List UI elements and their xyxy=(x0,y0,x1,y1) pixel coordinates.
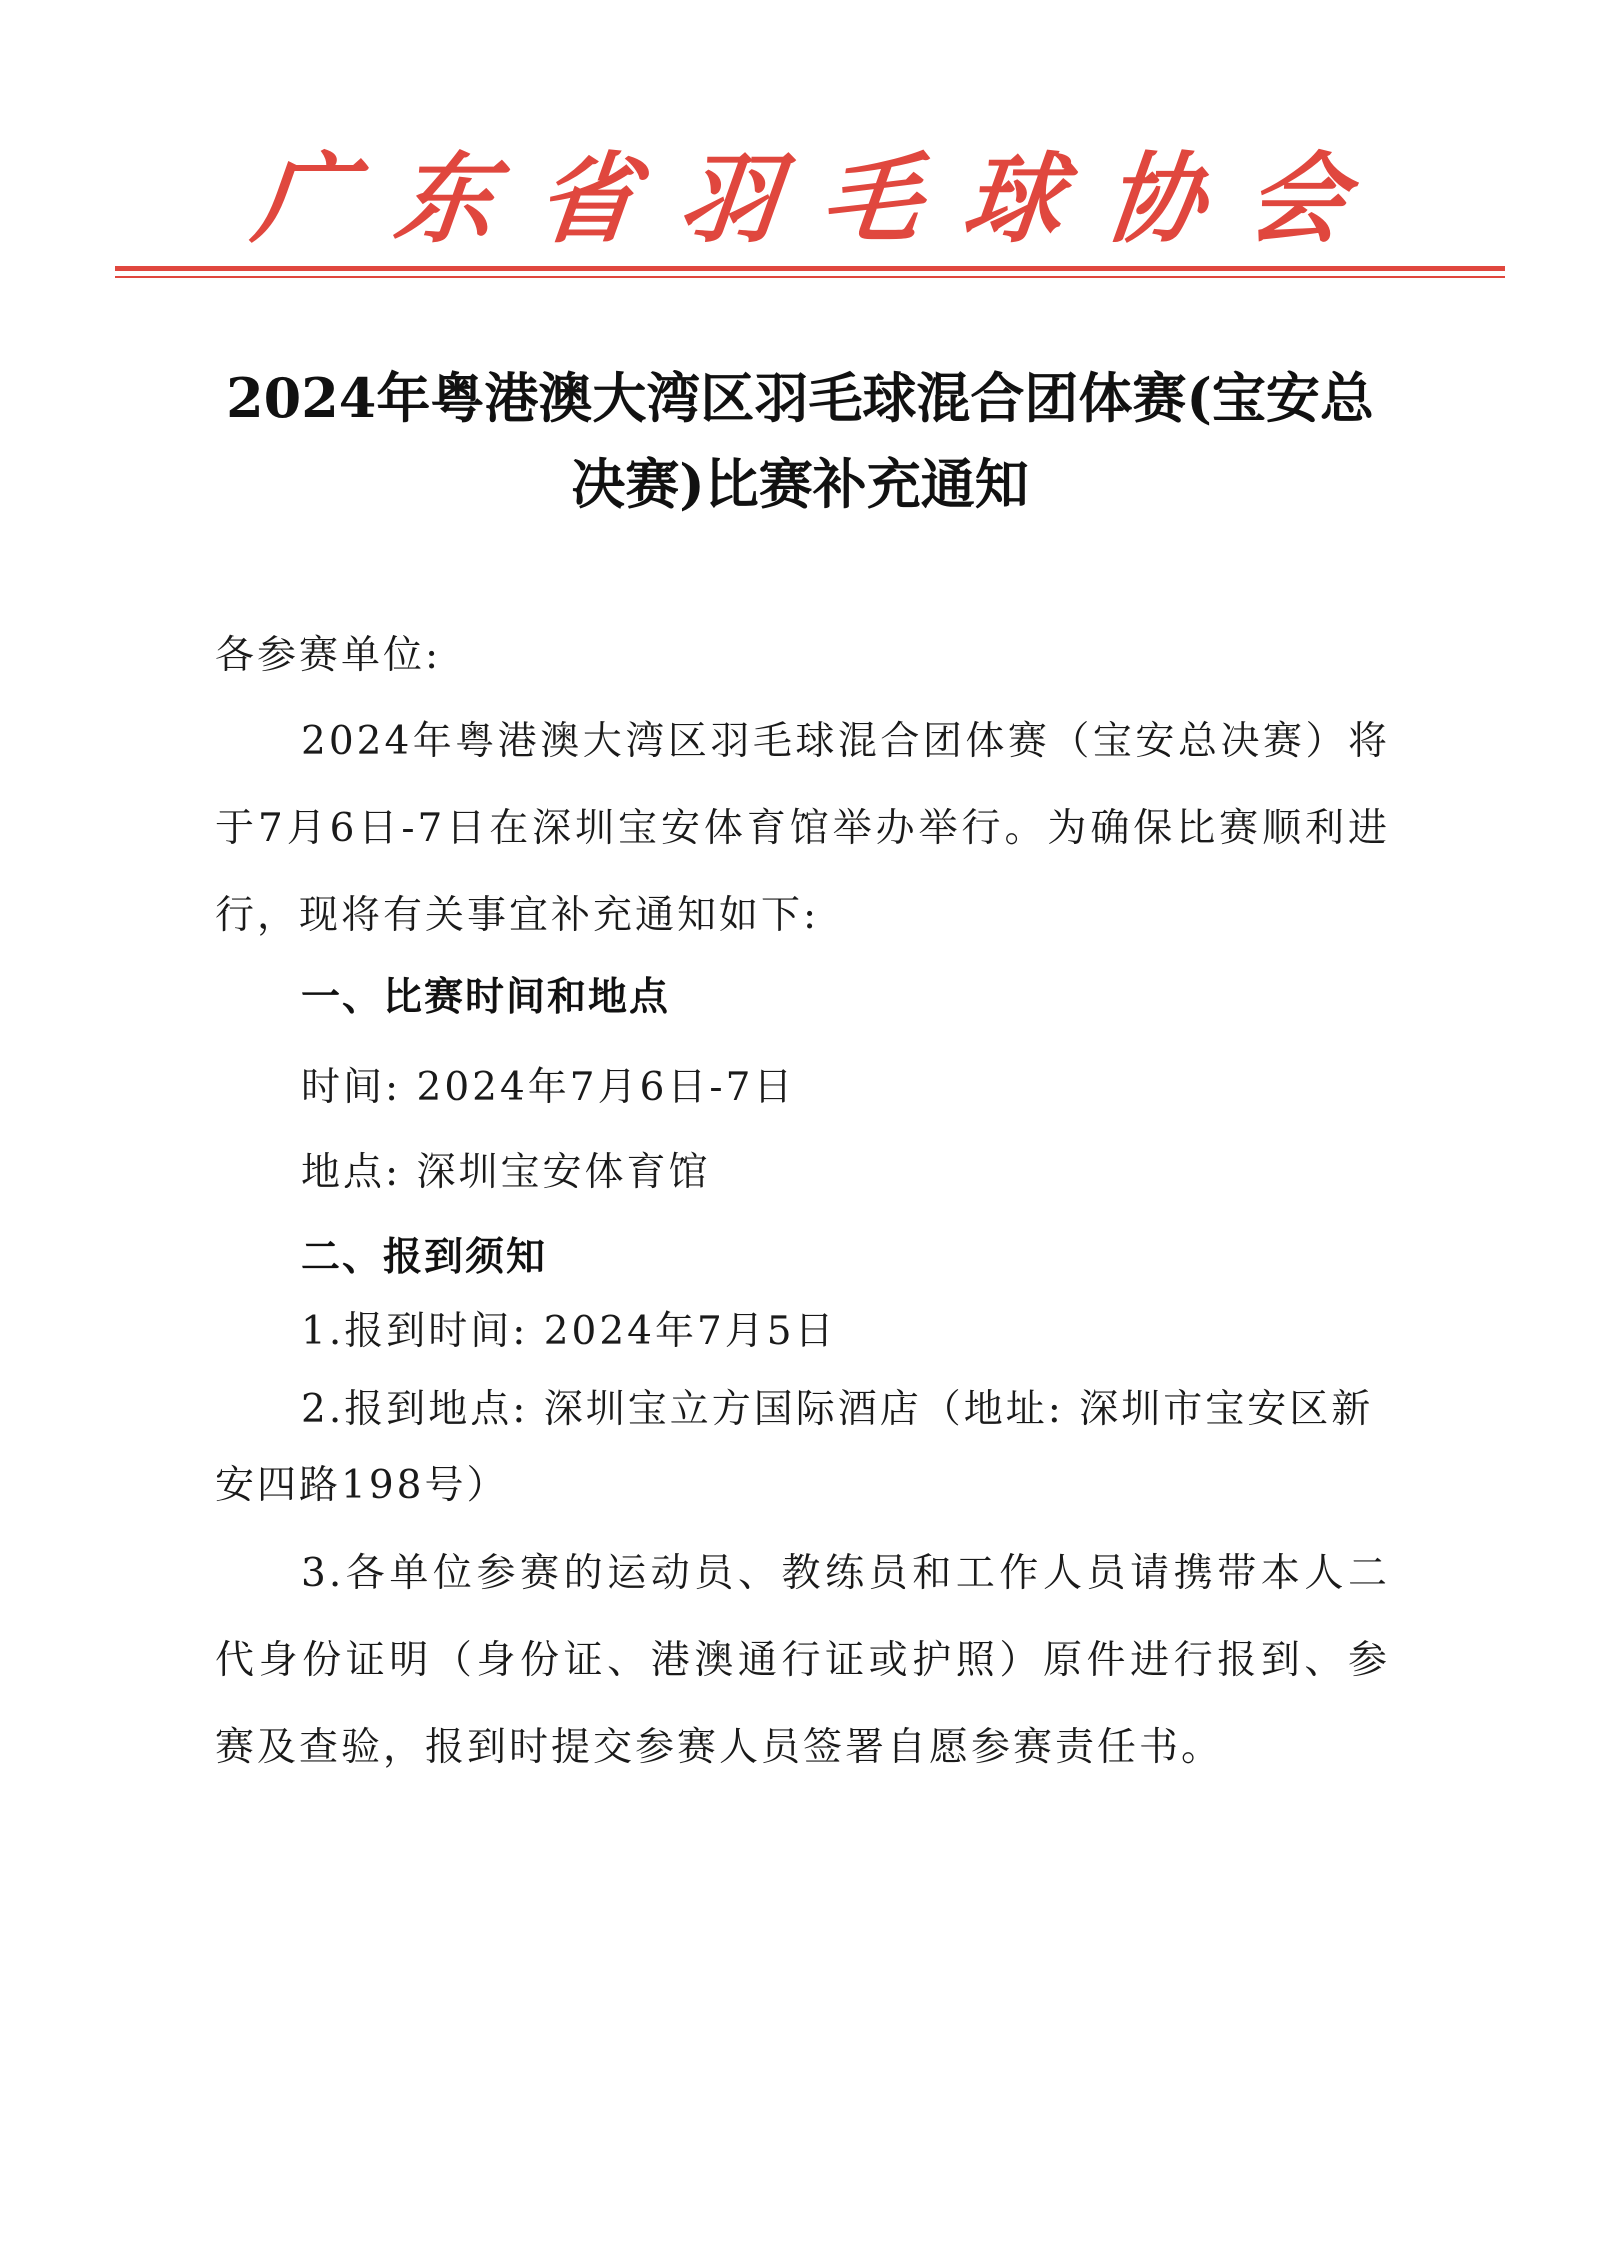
letterhead-rule-thick xyxy=(115,266,1505,271)
event-time: 时间: 2024年7月6日-7日 xyxy=(301,1065,796,1110)
salutation: 各参赛单位: xyxy=(215,633,442,678)
letterhead-rule-thin xyxy=(115,276,1505,278)
section-heading-registration: 二、报到须知 xyxy=(301,1235,548,1280)
section-heading-time-place: 一、比赛时间和地点 xyxy=(301,975,671,1020)
organization-name: 广东省羽毛球协会 xyxy=(247,143,1396,257)
intro-paragraph: 2024年粤港澳大湾区羽毛球混合团体赛（宝安总决赛）将于7月6日-7日在深圳宝安体育馆举办举行。为确保比赛顺利进行，现将有关事宜补充通知如下: xyxy=(215,719,1390,938)
letterhead xyxy=(0,130,1600,270)
document-title: 2024年粤港澳大湾区羽毛球混合团体赛(宝安总决赛)比赛补充通知 xyxy=(226,366,1374,516)
event-place: 地点: 深圳宝安体育馆 xyxy=(301,1150,711,1195)
registration-requirements: 3.各单位参赛的运动员、教练员和工作人员请携带本人二代身份证明（身份证、港澳通行证或护照）原件进行报到、参赛及查验，报到时提交参赛人员签署自愿参赛责任书。 xyxy=(215,1551,1390,1770)
registration-place: 2.报到地点: 深圳宝立方国际酒店（地址: 深圳市宝安区新安四路198号） xyxy=(215,1387,1374,1508)
registration-time: 1.报到时间: 2024年7月5日 xyxy=(301,1309,837,1354)
